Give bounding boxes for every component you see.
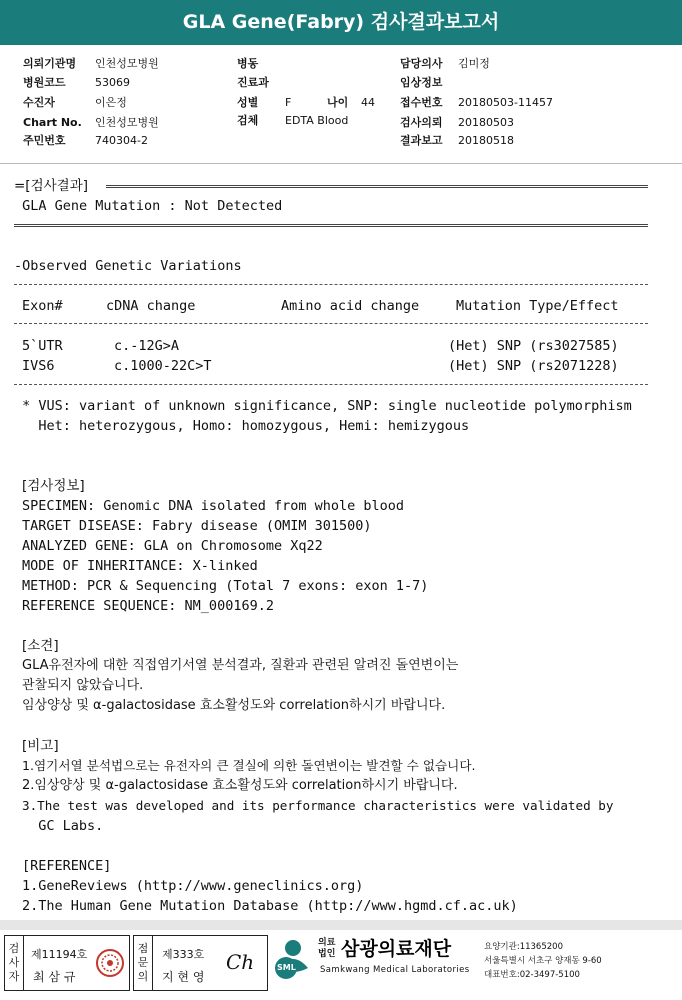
- samkwang-logo-icon: [272, 936, 314, 982]
- patient-header: [0, 47, 682, 164]
- col-header-cdna: cDNA change: [106, 298, 196, 314]
- section-opinion-heading: [소견]: [22, 638, 59, 654]
- org-prefix: 의료 법인: [318, 938, 336, 959]
- request-date-field: 검사의뢰 20180503: [400, 116, 514, 129]
- sex-field: 성별 F: [237, 96, 292, 109]
- info-line: REFERENCE SEQUENCE: NM_000169.2: [22, 598, 274, 614]
- info-line: METHOD: PCR & Sequencing (Total 7 exons: exon 1-7): [22, 578, 429, 594]
- observed-title: -Observed Genetic Variations: [14, 258, 242, 274]
- note-line: Het: heterozygous, Homo: homozygous, Hemi: hemizygous: [14, 418, 470, 434]
- hospital-code-field: 병원코드 53069: [23, 76, 130, 89]
- examiner-name: 최 삼 규: [33, 970, 76, 984]
- logo-badge: SML: [277, 963, 296, 972]
- specialist-license: 제333호: [162, 948, 205, 961]
- age-field: 나이 44: [327, 96, 375, 109]
- section-reference-heading: [REFERENCE]: [22, 858, 112, 874]
- info-line: SPECIMEN: Genomic DNA isolated from whole blood: [22, 498, 405, 514]
- section-result-heading: =[검사결과]: [14, 178, 89, 194]
- org-english-name: Samkwang Medical Laboratories: [320, 965, 470, 975]
- examiner-license: 제11194호: [31, 948, 88, 961]
- reference-line: 2.The Human Gene Mutation Database (http://www.hgmd.cf.ac.uk): [22, 898, 518, 914]
- table-row-exon: IVS6: [22, 358, 55, 374]
- divider: [14, 323, 648, 324]
- col-header-exon: Exon#: [22, 298, 63, 314]
- report-title: GLA Gene(Fabry) 검사결과보고서: [0, 0, 682, 45]
- table-row-exon: 5`UTR: [22, 338, 63, 354]
- table-row-cdna: c.1000-22C>T: [114, 358, 212, 374]
- examiner-box: 검 사 자 제11194호 최 삼 규: [4, 935, 130, 991]
- result-line: GLA Gene Mutation : Not Detected: [14, 198, 283, 214]
- footer-separator: [0, 920, 682, 930]
- specimen-field: 검체 EDTA Blood: [237, 114, 349, 127]
- report-date-field: 결과보고 20180518: [400, 134, 514, 147]
- hospital-field: 의뢰기관명 인천성모병원: [23, 57, 159, 70]
- remarks-line: GC Labs.: [22, 818, 104, 834]
- divider: [14, 384, 648, 385]
- section-remarks-heading: [비고]: [22, 738, 59, 754]
- note-line: * VUS: variant of unknown significance, SNP: single nucleotide polymorphism: [14, 398, 632, 414]
- divider: [14, 284, 648, 285]
- specialist-box: 점 문 의 제333호 지 현 영 Ch: [133, 935, 268, 991]
- official-seal-icon: [95, 948, 125, 978]
- receipt-no-field: 접수번호 20180503-11457: [400, 96, 553, 109]
- col-header-amino: Amino acid change: [281, 298, 420, 314]
- chart-no-field: Chart No. 인천성모병원: [23, 116, 159, 129]
- remarks-line: 2.임상양상 및 α-galactosidase 효소활성도와 correlation하시기 바랍니다.: [22, 778, 458, 793]
- specialist-name: 지 현 영: [162, 970, 205, 984]
- department-field: 진료과: [237, 76, 269, 89]
- info-line: MODE OF INHERITANCE: X-linked: [22, 558, 258, 574]
- org-name: 삼광의료재단: [341, 938, 452, 960]
- col-header-mutation: Mutation Type/Effect: [456, 298, 619, 314]
- patient-name-field: 수진자 이은정: [23, 96, 127, 109]
- clinical-info-field: 임상정보: [400, 76, 443, 89]
- table-row-effect: (Het) SNP (rs2071228): [448, 358, 619, 374]
- remarks-line: 3.The test was developed and its performance characteristics were validated by: [22, 798, 614, 813]
- reference-line: 1.GeneReviews (http://www.geneclinics.org): [22, 878, 364, 894]
- signature: Ch: [226, 950, 255, 974]
- footer: [0, 930, 682, 1000]
- section-info-heading: [검사정보]: [22, 478, 85, 494]
- report-body: [0, 167, 682, 920]
- opinion-line: 관찰되지 않았습니다.: [22, 678, 144, 693]
- contact-info: 요양기관:11365200 서울특별시 서초구 양재동 9-60 대표번호:02-3497-5100: [484, 942, 602, 980]
- opinion-line: GLA유전자에 대한 직접염기서열 분석결과, 질환과 관련된 알려진 돌연변이는: [22, 658, 459, 673]
- divider: [14, 224, 648, 227]
- opinion-line: 임상양상 및 α-galactosidase 효소활성도와 correlation하시기 바랍니다.: [22, 698, 446, 713]
- ward-field: 병동: [237, 57, 259, 70]
- doctor-field: 담당의사 김미정: [400, 57, 490, 70]
- table-row-effect: (Het) SNP (rs3027585): [448, 338, 619, 354]
- remarks-line: 1.염기서열 분석법으로는 유전자의 큰 결실에 의한 돌연변이는 발견할 수 없습니다.: [22, 758, 476, 773]
- info-line: ANALYZED GENE: GLA on Chromosome Xq22: [22, 538, 323, 554]
- info-line: TARGET DISEASE: Fabry disease (OMIM 301500): [22, 518, 372, 534]
- resident-no-field: 주민번호 740304-2: [23, 134, 148, 147]
- table-row-cdna: c.-12G>A: [114, 338, 180, 354]
- divider: [106, 185, 648, 188]
